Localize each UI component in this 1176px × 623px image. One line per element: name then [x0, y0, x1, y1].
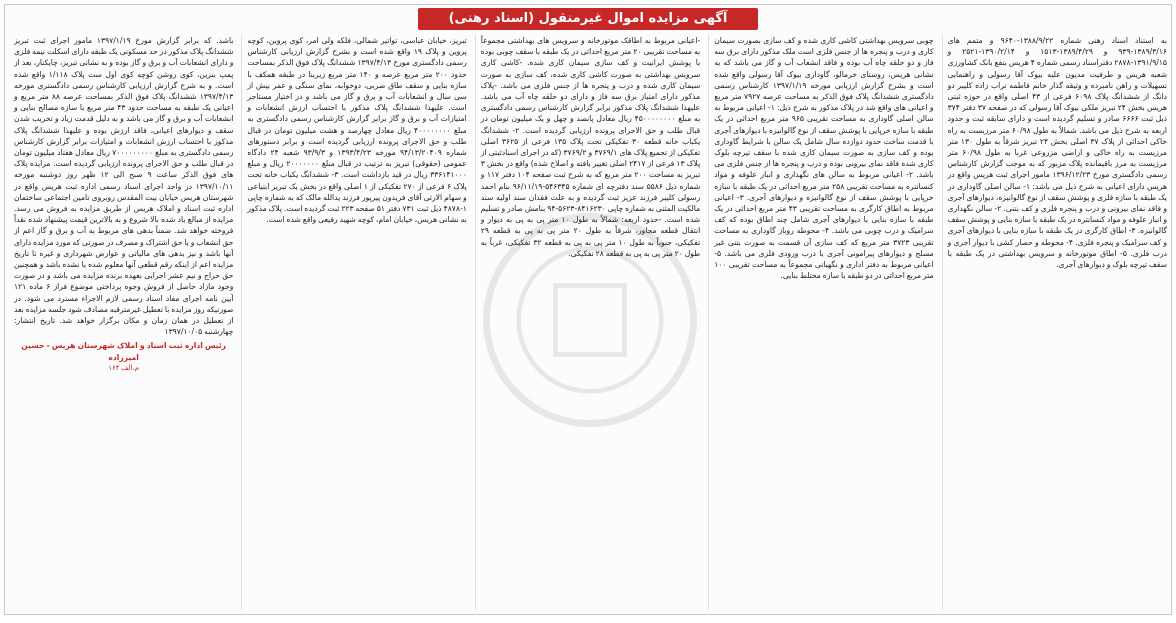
text-column-3: [475, 35, 700, 610]
column-text: چوبی سرویس بهداشتی کاشی کاری شده و کف سازی بصورت سیمان کاری و درب و پنجره ها از جنس فلزی است ملک مذکور دارای برق سه فاز و دو حلقه چاه آب بوده و فاقد انشعاب آب و گاز می باشد که به نشانی هریس، روستای خرمالو، گاوداری بیوک آقا رسولی واقع شده است و بشرح گزارش ارزیابی مورخه ۱۳۹۷/۱/۱۹ کارشناس رسمی دادگستری ششدانگ پلاک فوق الذکر به مساحت عرصه ۷۹۲۷ متر مربع و اعیانی های واقع شد در پلاک مذکور به شرح ذیل: ۱- اعیانی مربوط به سالن اصلی گاوداری به مساحت تقریبی ۹۶۵ متر مربع احداثی در یک طبقه با سازه خرپایی با پوشش سقف از نوع گالوانیزه با دیوارهای آجری با قدمت ساخت حدود دوازده سال شامل یک سالن با شرایط گاوداری بوده و کف سازی به صورت سیمان کاری شده با سقف تیرچه بلوک کاری شده فاقد نمای بیرونی بوده و درب و پنجره ها از جنس فلزی می باشد. ۲- اعیانی مربوط به سالن های نگهداری و انبار علوفه و مواد کنسانتره به مساحت تقریبی ۲۵۸ متر مربع احداثی در یک طبقه با سازه خرپایی با پوشش سقف از نوع گالوانیزه و دیوارهای آجری. ۳- اعیانی مربوط به اطاق کارگری به مساحت تقریبی ۴۳ متر مربع احداثی در یک طبقه با سازه بنایی با دیوارهای آجری شامل چند اطاق بوده که کف سرامیک و درب چوبی می باشد. ۴- محوطه روباز گاوداری به مساحت تقریبی ۳۷۲۳ متر مربع که کف سازی آن قسمت به صورت بتنی غیر مسلح و دیوارهای پیرامونی آجری با درب ورودی فلزی می باشد. ۵- اعیانی مربوط به دفتر اداری و نگهبانی مجموعاً به مساحت تقریبی ۱۰۰ متر مربع احداثی در دو طبقه با سازه مختلط بنایی.: [714, 36, 934, 281]
signature-line: رئیس اداره ثبت اسناد و املاک شهرستان هریس - حسین امیرزاده: [21, 341, 227, 362]
column-text: به استناد اسناد رهنی شماره ۱۳۸۸/۹/۲۲-۹۶۴۰ و متمم های ۱۳۸۹/۳/۱۶-۹۳۹ و ۱۳۸۹/۴/۲۹-۱۵۱۳ و ۱۳۹۰/۲/۱۴-۲۵۲۱ و ۱۳۹۱/۹/۱۵-۲۸۷۸ دفتراسناد رسمی شماره ۴ هریس بنفع بانک کشاورزی شعبه هریس و طرفیت مدیون علیه بیوک آقا رسولی و راهنمایی تسهیلات و راهن نامبرده و وثیقه گذار خانم فاطمه تراب زاده کلیبر دو دانگ از ششدانگ پلاک ۶۰۹۸ فرعی از ۴۳ اصلی واقع در حوزه ثبتی هریس بخش ۲۴ تبریز ملکی بیوک آقا رسولی که در صفحه ۳۷ دفتر ۳۷۴ ذیل ثبت ۶۶۶۶ صادر و تسلیم گردیده است و دارای سابقه ثبت و حدود اربعه به شرح ذیل می باشد. شمالاً به طول ۶۰/۹۸ متر مرزیست به راه خاکی احداثی از پلاک ۳۷ اصلی بخش ۲۴ تبریز شرقاً به طول ۱۳۰ متر مرزیست به راه خاکی و اراضی مزروعی غربا به طول ۶۰/۹۸ متر مرزیست به مرز باقیمانده پلاک مزبور که به موجب گزارش کارشناس رسمی دادگستری مورخ ۱۳۹۶/۱۲/۲۳ مامور اجرای ثبت هریس واقع در هریس دارای اعیانی به شرح ذیل می باشد: ۱- سالن اصلی گاوداری در یک طبقه با سازه فلزی و پوشش سقف از نوع گالوانیزه، دیوارهای آجری و فاقد نمای بیرونی و درب و پنجره فلزی و کف بتنی. ۲- سالن نگهداری و انبار علوفه و مواد کنسانتره در یک طبقه با سازه بنایی و پوشش سقف گالوانیزه. ۳- اطاق کارگری در یک طبقه با سازه بنایی با دیوارهای آجری و کف سرامیک و پنجره فلزی. ۴- محوطه و حصار کشی با دیوار آجری و درب فلزی. ۵- اطاق موتورخانه و سرویس بهداشتی در یک طبقه با سقف تیرچه بلوک و دیوارهای آجری.: [947, 36, 1167, 270]
column-text: -اعیانی مربوط به اطاقک موتورخانه و سرویس های بهداشتی مجموعاً به مساحت تقریبی ۲۰ متر مربع احداثی در یک طبقه با سقف چوبی بوده با پوشش ایرانیت و کف سازی سیمان کاری شده. -کاشی کاری سرویس بهداشتی به صورت کاشی کاری شده، کف سازی به صورت سیمان کاری شده و درب و پنجره ها از جنس فلزی می باشد. -پلاک مذکور دارای امتیاز برق سه فاز و دارای دو حلقه چاه آب می باشد. علیهذا ششدانگ پلاک مذکور برابر گزارش کارشناس رسمی دادگستری به مبلغ ۴۵۰۰۰۰۰۰۰۰ ریال معادل پانصد و چهل و یک میلیون تومان در قبال طلب و حق الاجرای پرونده ارزیابی گردیده است. ۲- ششدانگ یکباب خانه قطعه ۳۰ تفکیکی تحت پلاک ۱۳۵ فرعی از ۳۶۲۵ اصلی تفکیکی از تجمیع پلاک های ۳۷۶۹/۱ و ۳۷۶۹/۲ (که در اجرای اسنادثبتی از پلاک ۱۳ فرعی از ۲۴۱۷ اصلی تغییر یافته و اصلاح شده) واقع در بخش ۳ تبریز به مساحت ۲۰۰ متر مربع که به شرح ثبت صفحه ۱۰۴ دفتر ۱۱۷ و شماره ذیل ۵۵۸۶ سند دفترچه ای شماره ۵۴۶۳۴۵-۹۶/۱۱/۱۹ بنام احمد رسولی کلیبر فرزند عزیز ثبت گردیده و به علت فقدان سند اولیه سند مالکیت المثنی به شماره چاپی ۸۴۱۶۲۳۰-۵۶۲۳-۹۴ بنامش صادر و تسلیم شده است. -حدود اربعه: شمالاً به طول ۱۰ متر پی به پی به دیوار و انتقال قطعه مجاور، شرقاً به طول ۲۰ متر پی به پی به قطعه ۲۹ تفکیکی، جنوباً به طول ۱۰ متر پی به پی به قطعه ۳۲ تفکیکی، غرباً به طول ۲۰ متر پی به پی به قطعه ۲۸ تفکیکی.: [480, 36, 701, 258]
newspaper-ad: [4, 4, 1172, 615]
ad-reference-number: م.الف ۱۶۴: [108, 363, 140, 372]
text-column-2: [708, 35, 933, 610]
column-text: باشد. که برابر گزارش مورخ ۱۳۹۷/۱/۱۹ مامور اجرای ثبت تبریز ششدانگ پلاک مذکور در حد مسکونی یک طبقه دارای اسکلت نیمه فلزی و دارای انشعابات آب و برق و گاز بوده و به نشانی تبریز، چایکنار، بعد از پمپ بنزین، کوی روشن کوچه کوی اول ست پلاک ۱/۱۱۸ واقع شده است. و به شرح گزارش ارزیابی کارشناس رسمی دادگستری مورخه ۱۳۹۷/۴/۱۳ ششدانگ پلاک فوق الذکر بمساحت عرصه ۸۸ متر مربع و اعیانی یک طبقه به مساحت حدود ۴۳ متر مربع با سازه مصالح بنایی و انشعابات آب و برق و گاز می باشد و به دلیل قدمت زیاد و تخریب شدن سقف و دیوارهای اعیانی، فاقد ارزش بوده و علیهذا ششدانگ پلاک مذکور با احتساب ارزش انشعابات و امتیازات برابر گزارش کارشناس رسمی دادگستری به مبلغ ۷۰۰۰۰۰۰۰۰۰ ریال معادل هفتاد میلیون تومان در قبال طلب و حق الاجرای پرونده ارزیابی گردیده است. مزایده پلاک های فوق الذکر ساعت ۹ صبح الی ۱۲ ظهر روز دوشنبه مورخه ۱۳۹۷/۱۰/۱۱ در واحد اجرای اسناد رسمی اداره ثبت هریس واقع در شهرستان هریس خیابان بیت المقدس روبروی تامین اجتماعی ساختمان اداره ثبت اسناد و املاک هریس از طریق مزایده به فروش می رسد. مزایده از مبالغ یاد شده بالا شروع و به بالاترین قیمت پیشنهاد شده نقداً فروخته خواهد شد. ضمناً بدهی های مربوط به آب و برق و گاز اعم از حق انشعاب و یا حق اشتراک و مصرف در صورتی که مورد مزایده دارای آنها باشد و نیز بدهی های مالیاتی و عوارض شهرداری و غیره تا تاریخ مزایده اعم از اینکه رقم قطعی آنها معلوم شده یا نشده باشد و همچنین حق حراج و نیم عشر اجرایی بعهده برنده مزایده می باشد و در صورت وجود مازاد حاصل از فروش وجوه پرداختی موضوع فراز ۶ ماده ۱۲۱ آیین نامه اجرای مفاد اسناد رسمی لازم الاجراء مسترد می شود. در صورتیکه روز مزایده با تعطیل غیرمترقبه مصادف شود جلسه مزایده بعد از تعطیل در همان زمان و مکان برگزار خواهد شد. تاریخ انتشار: چهارشنبه ۱۳۹۷/۱۰/۰۵: [13, 36, 234, 337]
text-column-4: [241, 35, 466, 610]
column-text: تبریز، خیابان عباسی، تواتیر شمالی، فلکه ولی امر، کوی پروین، کوچه پروین و پلاک ۱۹ واقع شده است و بشرح گزارش ارزیابی کارشناس رسمی دادگستری مورخ ۱۳۹۷/۴/۱۳ ششدانگ پلاک فوق الذکر بمساحت حدود ۲۰۰ متر مربع عرصه و ۱۴۰ متر مربع زیربنا در طبقه همکف با سازه بنایی و سقف طاق ضربی، دوخوابه، نمای سنگی و عمر بیش از سی سال و انشعابات آب و برق و گاز می باشد و در اختیار مستاجر است. علیهذا ششدانگ پلاک مذکور با احتساب ارزش انشعابات و امتیازات آب و برق و گاز برابر گزارش کارشناس رسمی دادگستری به مبلغ ۴۰۰۰۰۰۰۰۰ ریال معادل چهارصد و هشت میلیون تومان در قبال طلب و حق الاجرای پرونده ارزیابی گردیده است و برابر دستورهای شماره ۹۴/۱۳/۲۰۴۰۹ مورخه ۱۳۹۳/۴/۲۳ و ۹۳/۹/۳ شعبه ۲۴ دادگاه عمومی (حقوقی) تبریز به ترتیب در قبال مبلغ ۲۰۰۰۰۰۰۰ ریال و مبلغ ۳۳۶۱۴۱۰۰۰ ریال در قید بازداشت است. ۳- ششدانگ یکباب خانه تحت پلاک ۶ فرعی از ۲۷۰ تفکیکی از ۱ اصلی واقع در بخش یک تبریز ابتیاعی و سهام الارثی آقای فریدون پیرپور فرزند یدالله مالک که به شماره چاپی ۱-۴۸۷۸ ذیل ثبت ۷۳۱ دفتر ۵۱ صفحه ۲۲۳ ثبت گردیده است. پلاک مذکور به نشانی هریس، خیابان امام، کوچه شهید رفیعی واقع شده است.: [247, 36, 467, 225]
ad-columns: [9, 35, 1167, 610]
text-column-1: [942, 35, 1167, 610]
text-column-5: [9, 35, 233, 610]
ad-title: آگهی مزایده اموال غیرمنقول (اسناد رهنی): [418, 8, 758, 30]
